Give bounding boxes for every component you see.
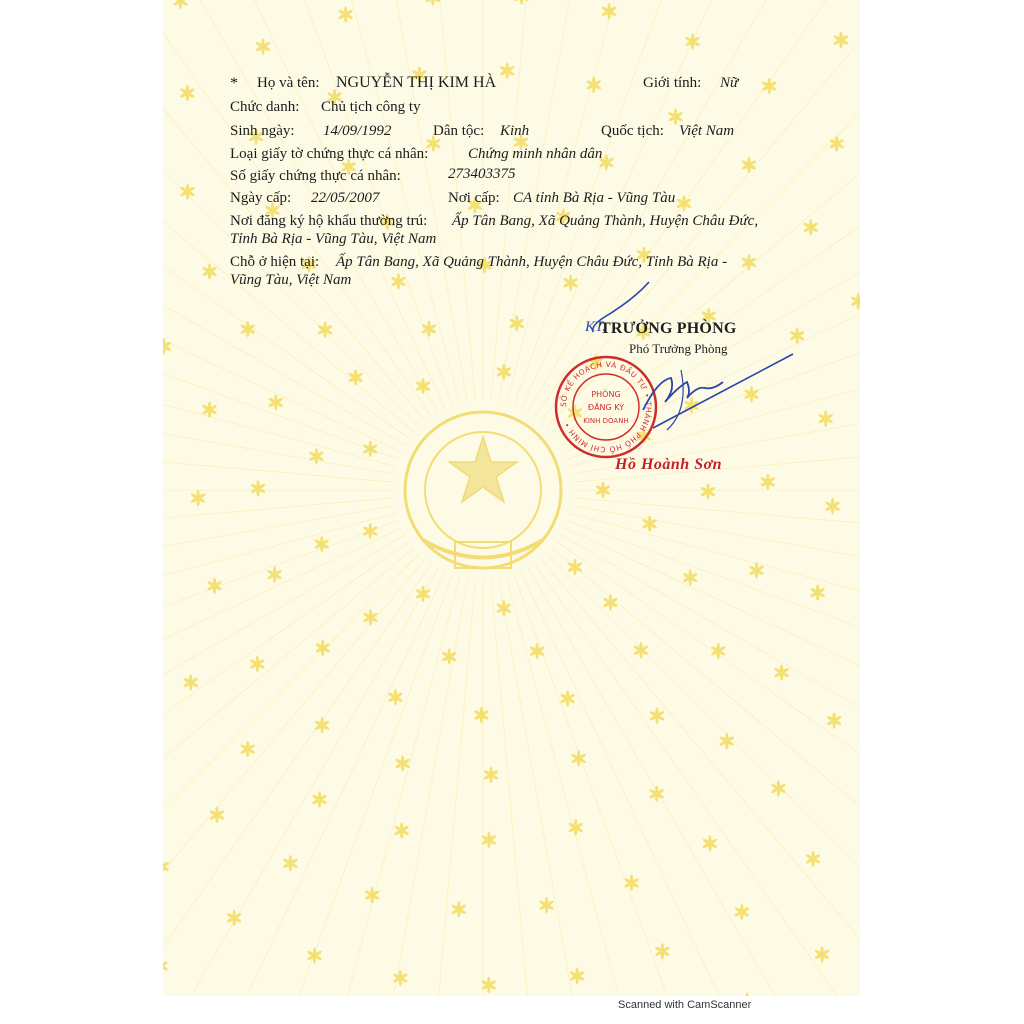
permanent-address-line2: Tỉnh Bà Rịa - Vũng Tàu, Việt Nam <box>230 231 437 247</box>
issue-date-value: 22/05/2007 <box>311 190 380 206</box>
document-sheet <box>163 0 860 996</box>
current-address-line2: Vũng Tàu, Việt Nam <box>230 272 352 288</box>
title-label: Chức danh: <box>230 99 300 115</box>
name-value: NGUYỄN THỊ KIM HÀ <box>336 74 497 91</box>
stamp-ring-text: SỞ KẾ HOẠCH VÀ ĐẦU TƯ • THÀNH PHỐ HỒ CHÍ MINH • <box>558 359 654 455</box>
doc-type-label: Loại giấy tờ chứng thực cá nhân: <box>230 146 429 162</box>
bullet-marker: * <box>230 75 238 92</box>
name-label: Họ và tên: <box>257 75 320 91</box>
title-value: Chủ tịch công ty <box>321 99 421 115</box>
signature-title: TRƯỞNG PHÒNG <box>600 320 737 337</box>
issue-place-value: CA tỉnh Bà Rịa - Vũng Tàu <box>513 190 676 206</box>
stamp-line1: PHÒNG <box>591 390 621 399</box>
gender-label: Giới tính: <box>643 75 702 91</box>
signer-name: Hồ Hoành Sơn <box>615 456 723 473</box>
nationality-label: Quốc tịch: <box>601 123 664 139</box>
doc-number-value: 273403375 <box>448 166 516 182</box>
scanner-watermark: Scanned with CamScanner <box>618 999 752 1011</box>
dob-label: Sinh ngày: <box>230 123 295 139</box>
signature-prefix: KT. <box>585 319 606 335</box>
nationality-value: Việt Nam <box>679 123 735 139</box>
current-address-line1: Ấp Tân Bang, Xã Quảng Thành, Huyện Châu Đức, Tỉnh Bà Rịa - <box>336 254 728 270</box>
issue-date-label: Ngày cấp: <box>230 190 292 206</box>
gender-value: Nữ <box>720 75 739 91</box>
doc-type-value: Chứng minh nhân dân <box>468 146 603 162</box>
doc-number-label: Số giấy chứng thực cá nhân: <box>230 168 401 184</box>
dob-value: 14/09/1992 <box>323 123 392 139</box>
permanent-address-label: Nơi đăng ký hộ khẩu thường trú: <box>230 213 428 229</box>
current-address-label: Chỗ ở hiện tại: <box>230 254 320 270</box>
permanent-address-line1: Ấp Tân Bang, Xã Quảng Thành, Huyện Châu Đức, <box>452 213 759 229</box>
stamp-line2: ĐĂNG KÝ <box>587 403 625 412</box>
national-emblem-watermark <box>405 412 561 568</box>
signature-subtitle: Phó Trưởng Phòng <box>629 341 728 356</box>
ethnic-value: Kinh <box>500 123 530 139</box>
handwritten-signature <box>563 270 803 470</box>
ethnic-label: Dân tộc: <box>433 123 485 139</box>
issue-place-label: Nơi cấp: <box>448 190 500 206</box>
stamp-line3: KINH DOANH <box>583 417 629 425</box>
